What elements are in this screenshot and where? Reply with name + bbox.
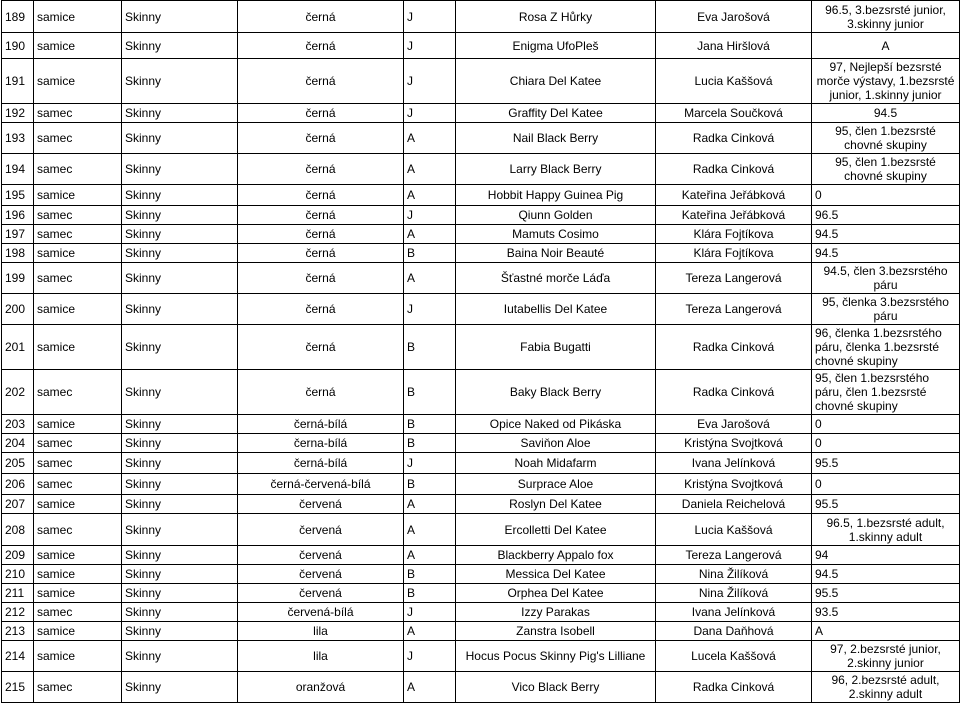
gender-cell: samice (34, 622, 122, 641)
breed-cell: Skinny (122, 244, 238, 263)
color-cell: černá (238, 185, 404, 206)
table-row (2, 244, 960, 263)
gender-cell: samice (34, 584, 122, 603)
gender-cell: samec (34, 453, 122, 474)
table-row (2, 546, 960, 565)
animal-name-cell: Saviňon Aloe (456, 434, 656, 453)
breed-cell: Skinny (122, 1, 238, 33)
class-cell: B (404, 370, 456, 415)
animal-name-cell: Roslyn Del Katee (456, 495, 656, 514)
result-cell: 95.5 (812, 495, 960, 514)
color-cell: černá (238, 59, 404, 104)
color-cell: černá-bílá (238, 415, 404, 434)
gender-cell: samice (34, 415, 122, 434)
breed-cell: Skinny (122, 495, 238, 514)
gender-cell: samec (34, 370, 122, 415)
breed-cell: Skinny (122, 641, 238, 672)
breed-cell: Skinny (122, 325, 238, 370)
breed-cell: Skinny (122, 154, 238, 185)
table-row (2, 672, 960, 703)
breed-cell: Skinny (122, 225, 238, 244)
result-cell: 95, členka 3.bezsrstého páru (812, 294, 960, 325)
gender-cell: samec (34, 225, 122, 244)
gender-cell: samice (34, 185, 122, 206)
class-cell: B (404, 415, 456, 434)
row-number: 201 (2, 325, 34, 370)
color-cell: červená (238, 584, 404, 603)
result-cell: 95, člen 1.bezsrsté chovné skupiny (812, 154, 960, 185)
class-cell: J (404, 59, 456, 104)
breed-cell: Skinny (122, 622, 238, 641)
gender-cell: samice (34, 546, 122, 565)
animal-name-cell: Hobbit Happy Guinea Pig (456, 185, 656, 206)
owner-cell: Tereza Langerová (656, 546, 812, 565)
animal-name-cell: Larry Black Berry (456, 154, 656, 185)
row-number: 194 (2, 154, 34, 185)
breed-cell: Skinny (122, 294, 238, 325)
table-row (2, 603, 960, 622)
gender-cell: samice (34, 325, 122, 370)
owner-cell: Eva Jarošová (656, 1, 812, 33)
owner-cell: Lucela Kaššová (656, 641, 812, 672)
class-cell: A (404, 154, 456, 185)
result-cell: 0 (812, 434, 960, 453)
owner-cell: Nina Žilíková (656, 584, 812, 603)
animal-name-cell: Enigma UfoPleš (456, 33, 656, 59)
results-table (1, 0, 960, 703)
class-cell: A (404, 495, 456, 514)
gender-cell: samec (34, 104, 122, 123)
animal-name-cell: Ercolletti Del Katee (456, 514, 656, 546)
row-number: 190 (2, 33, 34, 59)
gender-cell: samec (34, 263, 122, 294)
row-number: 202 (2, 370, 34, 415)
result-cell: 95.5 (812, 453, 960, 474)
class-cell: B (404, 434, 456, 453)
color-cell: černá (238, 154, 404, 185)
gender-cell: samice (34, 59, 122, 104)
breed-cell: Skinny (122, 415, 238, 434)
color-cell: černá-červená-bílá (238, 474, 404, 495)
animal-name-cell: Opice Naked od Pikáska (456, 415, 656, 434)
result-cell: 94 (812, 546, 960, 565)
row-number: 200 (2, 294, 34, 325)
breed-cell: Skinny (122, 453, 238, 474)
color-cell: černá (238, 244, 404, 263)
row-number: 209 (2, 546, 34, 565)
color-cell: černá (238, 325, 404, 370)
result-cell: 94.5 (812, 225, 960, 244)
breed-cell: Skinny (122, 206, 238, 225)
table-row (2, 370, 960, 415)
class-cell: J (404, 1, 456, 33)
table-row (2, 415, 960, 434)
result-cell: 95, člen 1.bezsrsté chovné skupiny (812, 123, 960, 154)
breed-cell: Skinny (122, 546, 238, 565)
class-cell: A (404, 622, 456, 641)
owner-cell: Eva Jarošová (656, 415, 812, 434)
result-cell: 96, 2.bezsrsté adult, 2.skinny adult (812, 672, 960, 703)
result-cell: 0 (812, 185, 960, 206)
table-row (2, 495, 960, 514)
row-number: 206 (2, 474, 34, 495)
animal-name-cell: Noah Midafarm (456, 453, 656, 474)
table-row (2, 565, 960, 584)
row-number: 214 (2, 641, 34, 672)
animal-name-cell: Zanstra Isobell (456, 622, 656, 641)
gender-cell: samec (34, 154, 122, 185)
row-number: 215 (2, 672, 34, 703)
owner-cell: Radka Cinková (656, 325, 812, 370)
class-cell: J (404, 33, 456, 59)
color-cell: černá (238, 263, 404, 294)
gender-cell: samec (34, 603, 122, 622)
result-cell: 0 (812, 474, 960, 495)
animal-name-cell: Šťastné morče Láďa (456, 263, 656, 294)
animal-name-cell: Mamuts Cosimo (456, 225, 656, 244)
owner-cell: Radka Cinková (656, 370, 812, 415)
table-row (2, 33, 960, 59)
row-number: 195 (2, 185, 34, 206)
class-cell: A (404, 672, 456, 703)
animal-name-cell: Qiunn Golden (456, 206, 656, 225)
owner-cell: Marcela Součková (656, 104, 812, 123)
breed-cell: Skinny (122, 672, 238, 703)
animal-name-cell: Baina Noir Beauté (456, 244, 656, 263)
result-cell: 96.5, 3.bezsrsté junior, 3.skinny junior (812, 1, 960, 33)
gender-cell: samice (34, 641, 122, 672)
class-cell: B (404, 325, 456, 370)
row-number: 191 (2, 59, 34, 104)
owner-cell: Ivana Jelínková (656, 453, 812, 474)
color-cell: černá (238, 370, 404, 415)
result-cell: 93.5 (812, 603, 960, 622)
owner-cell: Klára Fojtíkova (656, 244, 812, 263)
color-cell: červená (238, 495, 404, 514)
table-row (2, 123, 960, 154)
owner-cell: Kristýna Svojtková (656, 474, 812, 495)
animal-name-cell: Rosa Z Hůrky (456, 1, 656, 33)
result-cell: 95.5 (812, 584, 960, 603)
result-cell: 0 (812, 415, 960, 434)
table-row (2, 584, 960, 603)
table-row (2, 206, 960, 225)
breed-cell: Skinny (122, 104, 238, 123)
animal-name-cell: Messica Del Katee (456, 565, 656, 584)
owner-cell: Radka Cinková (656, 672, 812, 703)
animal-name-cell: Chiara Del Katee (456, 59, 656, 104)
color-cell: lila (238, 622, 404, 641)
owner-cell: Radka Cinková (656, 123, 812, 154)
gender-cell: samice (34, 244, 122, 263)
gender-cell: samec (34, 434, 122, 453)
class-cell: A (404, 263, 456, 294)
result-cell: 94.5 (812, 244, 960, 263)
table-row (2, 474, 960, 495)
breed-cell: Skinny (122, 603, 238, 622)
row-number: 189 (2, 1, 34, 33)
breed-cell: Skinny (122, 263, 238, 294)
color-cell: červená (238, 514, 404, 546)
animal-name-cell: Orphea Del Katee (456, 584, 656, 603)
color-cell: černá (238, 225, 404, 244)
gender-cell: samec (34, 206, 122, 225)
row-number: 212 (2, 603, 34, 622)
row-number: 196 (2, 206, 34, 225)
owner-cell: Jana Hiršlová (656, 33, 812, 59)
row-number: 192 (2, 104, 34, 123)
breed-cell: Skinny (122, 59, 238, 104)
color-cell: červená-bílá (238, 603, 404, 622)
result-cell: 95, člen 1.bezsrstého páru, člen 1.bezsrsté chovné skupiny (812, 370, 960, 415)
class-cell: J (404, 453, 456, 474)
table-row (2, 641, 960, 672)
table-row (2, 434, 960, 453)
gender-cell: samec (34, 474, 122, 495)
gender-cell: samice (34, 294, 122, 325)
row-number: 207 (2, 495, 34, 514)
row-number: 199 (2, 263, 34, 294)
animal-name-cell: Baky Black Berry (456, 370, 656, 415)
class-cell: B (404, 244, 456, 263)
row-number: 198 (2, 244, 34, 263)
class-cell: A (404, 225, 456, 244)
table-row (2, 185, 960, 206)
breed-cell: Skinny (122, 514, 238, 546)
gender-cell: samice (34, 495, 122, 514)
table-row (2, 263, 960, 294)
owner-cell: Kateřina Jeřábková (656, 185, 812, 206)
row-number: 213 (2, 622, 34, 641)
result-cell: 96.5 (812, 206, 960, 225)
owner-cell: Dana Daňhová (656, 622, 812, 641)
table-row (2, 622, 960, 641)
class-cell: J (404, 294, 456, 325)
result-cell: 94.5 (812, 565, 960, 584)
class-cell: J (404, 206, 456, 225)
color-cell: černá (238, 206, 404, 225)
owner-cell: Radka Cinková (656, 154, 812, 185)
breed-cell: Skinny (122, 584, 238, 603)
owner-cell: Lucia Kaššová (656, 59, 812, 104)
gender-cell: samice (34, 565, 122, 584)
row-number: 204 (2, 434, 34, 453)
table-row (2, 1, 960, 33)
table-row (2, 104, 960, 123)
class-cell: J (404, 104, 456, 123)
breed-cell: Skinny (122, 123, 238, 154)
owner-cell: Daniela Reichelová (656, 495, 812, 514)
animal-name-cell: Surprace Aloe (456, 474, 656, 495)
color-cell: červená (238, 565, 404, 584)
row-number: 208 (2, 514, 34, 546)
breed-cell: Skinny (122, 434, 238, 453)
animal-name-cell: Iutabellis Del Katee (456, 294, 656, 325)
color-cell: černa-bílá (238, 434, 404, 453)
owner-cell: Tereza Langerová (656, 263, 812, 294)
result-cell: 96, členka 1.bezsrstého páru, členka 1.bezsrsté chovné skupiny (812, 325, 960, 370)
breed-cell: Skinny (122, 370, 238, 415)
owner-cell: Tereza Langerová (656, 294, 812, 325)
animal-name-cell: Nail Black Berry (456, 123, 656, 154)
row-number: 193 (2, 123, 34, 154)
animal-name-cell: Vico Black Berry (456, 672, 656, 703)
row-number: 211 (2, 584, 34, 603)
owner-cell: Kateřina Jeřábková (656, 206, 812, 225)
class-cell: A (404, 123, 456, 154)
owner-cell: Klára Fojtíkova (656, 225, 812, 244)
animal-name-cell: Fabia Bugatti (456, 325, 656, 370)
color-cell: černá (238, 123, 404, 154)
gender-cell: samec (34, 123, 122, 154)
color-cell: černá (238, 104, 404, 123)
result-cell: A (812, 33, 960, 59)
table-row (2, 59, 960, 104)
table-row (2, 154, 960, 185)
animal-name-cell: Izzy Parakas (456, 603, 656, 622)
class-cell: A (404, 514, 456, 546)
class-cell: B (404, 565, 456, 584)
result-cell: 97, 2.bezsrsté junior, 2.skinny junior (812, 641, 960, 672)
animal-name-cell: Hocus Pocus Skinny Pig's Lilliane (456, 641, 656, 672)
gender-cell: samec (34, 514, 122, 546)
animal-name-cell: Graffity Del Katee (456, 104, 656, 123)
table-row (2, 294, 960, 325)
owner-cell: Ivana Jelínková (656, 603, 812, 622)
color-cell: černá (238, 1, 404, 33)
gender-cell: samec (34, 672, 122, 703)
class-cell: A (404, 185, 456, 206)
color-cell: červená (238, 546, 404, 565)
class-cell: J (404, 641, 456, 672)
owner-cell: Lucia Kaššová (656, 514, 812, 546)
result-cell: 94.5, člen 3.bezsrstého páru (812, 263, 960, 294)
table-row (2, 225, 960, 244)
row-number: 210 (2, 565, 34, 584)
color-cell: černá (238, 294, 404, 325)
class-cell: A (404, 546, 456, 565)
result-cell: 94.5 (812, 104, 960, 123)
table-row (2, 514, 960, 546)
result-cell: 96.5, 1.bezsrsté adult, 1.skinny adult (812, 514, 960, 546)
row-number: 203 (2, 415, 34, 434)
result-cell: A (812, 622, 960, 641)
table-row (2, 453, 960, 474)
color-cell: černá (238, 33, 404, 59)
breed-cell: Skinny (122, 565, 238, 584)
color-cell: lila (238, 641, 404, 672)
owner-cell: Kristýna Svojtková (656, 434, 812, 453)
color-cell: oranžová (238, 672, 404, 703)
table-row (2, 325, 960, 370)
class-cell: B (404, 474, 456, 495)
gender-cell: samice (34, 33, 122, 59)
breed-cell: Skinny (122, 474, 238, 495)
owner-cell: Nina Žilíková (656, 565, 812, 584)
result-cell: 97, Nejlepší bezsrsté morče výstavy, 1.bezsrsté junior, 1.skinny junior (812, 59, 960, 104)
row-number: 197 (2, 225, 34, 244)
class-cell: B (404, 584, 456, 603)
row-number: 205 (2, 453, 34, 474)
gender-cell: samice (34, 1, 122, 33)
animal-name-cell: Blackberry Appalo fox (456, 546, 656, 565)
class-cell: J (404, 603, 456, 622)
color-cell: černá-bílá (238, 453, 404, 474)
breed-cell: Skinny (122, 33, 238, 59)
breed-cell: Skinny (122, 185, 238, 206)
